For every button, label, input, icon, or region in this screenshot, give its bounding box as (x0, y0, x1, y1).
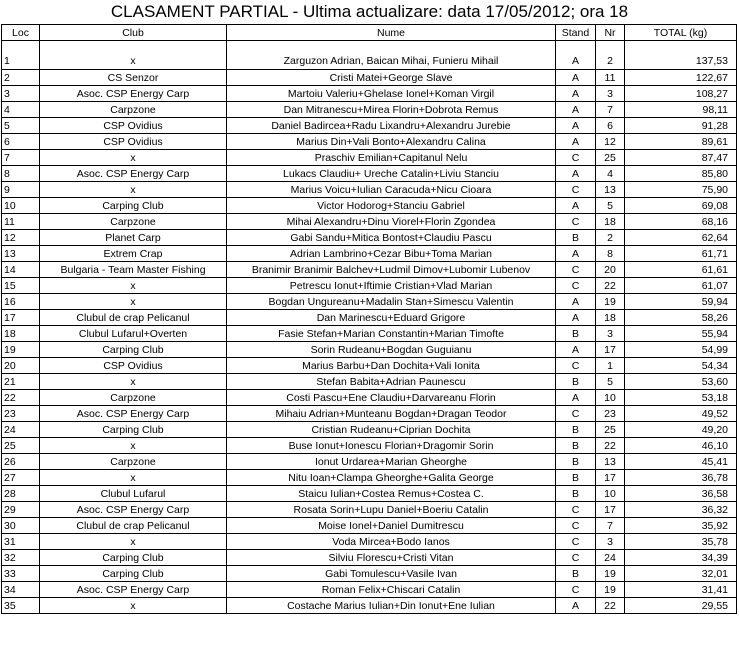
cell-nume: Rosata Sorin+Lupu Daniel+Boeriu Catalin (227, 502, 556, 518)
header-row (2, 25, 737, 41)
cell-nume: Ionut Urdarea+Marian Gheorghe (227, 454, 556, 470)
cell-nume: Gabi Tomulescu+Vasile Ivan (227, 566, 556, 582)
header-stand: Stand (556, 25, 596, 41)
cell-nr: 10 (596, 390, 625, 406)
table-row (2, 198, 737, 214)
table-body (2, 41, 737, 614)
cell-nr: 1 (596, 358, 625, 374)
ranking-table (1, 24, 737, 614)
cell-stand: C (556, 150, 596, 166)
cell-nume: Gabi Sandu+Mitica Bontost+Claudiu Pascu (227, 230, 556, 246)
cell-nr: 8 (596, 246, 625, 262)
cell-nr: 11 (596, 70, 625, 86)
cell-club: CSP Ovidius (40, 358, 227, 374)
cell-loc: 28 (2, 486, 40, 502)
cell-club: Clubul de crap Pelicanul (40, 310, 227, 326)
cell-loc: 12 (2, 230, 40, 246)
cell-nume: Martoiu Valeriu+Ghelase Ionel+Koman Virgil (227, 86, 556, 102)
table-row (2, 582, 737, 598)
cell-nume: Branimir Branimir Balchev+Ludmil Dimov+Lubomir Lubenov (227, 262, 556, 278)
cell-club: Asoc. CSP Energy Carp (40, 582, 227, 598)
cell-loc: 5 (2, 118, 40, 134)
cell-loc: 10 (2, 198, 40, 214)
cell-total: 45,41 (625, 454, 737, 470)
table-row (2, 390, 737, 406)
cell-nr: 3 (596, 326, 625, 342)
cell-stand: B (556, 230, 596, 246)
cell-loc: 17 (2, 310, 40, 326)
table-row (2, 534, 737, 550)
cell-club: CS Senzor (40, 70, 227, 86)
cell-club: Carping Club (40, 550, 227, 566)
cell-total: 55,94 (625, 326, 737, 342)
cell-stand: A (556, 118, 596, 134)
table-row (2, 246, 737, 262)
cell-loc: 8 (2, 166, 40, 182)
cell-total: 53,18 (625, 390, 737, 406)
cell-nr: 17 (596, 502, 625, 518)
table-row (2, 486, 737, 502)
cell-loc: 24 (2, 422, 40, 438)
cell-club: Asoc. CSP Energy Carp (40, 166, 227, 182)
table-row (2, 470, 737, 486)
cell-club: x (40, 278, 227, 294)
page-title: CLASAMENT PARTIAL - Ultima actualizare: data 17/05/2012; ora 18 (110, 2, 629, 21)
table-row (2, 438, 737, 454)
cell-club: Clubul de crap Pelicanul (40, 518, 227, 534)
cell-club: x (40, 294, 227, 310)
cell-nume: Zarguzon Adrian, Baican Mihai, Funieru Mihail (227, 41, 556, 70)
cell-club: CSP Ovidius (40, 134, 227, 150)
cell-nr: 23 (596, 406, 625, 422)
cell-total: 87,47 (625, 150, 737, 166)
cell-nr: 25 (596, 422, 625, 438)
cell-total: 54,99 (625, 342, 737, 358)
cell-total: 49,52 (625, 406, 737, 422)
cell-stand: A (556, 166, 596, 182)
table-row (2, 214, 737, 230)
cell-total: 61,61 (625, 262, 737, 278)
cell-nume: Lukacs Claudiu+ Ureche Catalin+Liviu Stanciu (227, 166, 556, 182)
cell-total: 34,39 (625, 550, 737, 566)
cell-nume: Sorin Rudeanu+Bogdan Guguianu (227, 342, 556, 358)
cell-loc: 4 (2, 102, 40, 118)
cell-stand: C (556, 534, 596, 550)
cell-nr: 3 (596, 534, 625, 550)
cell-total: 36,58 (625, 486, 737, 502)
cell-club: x (40, 374, 227, 390)
cell-nr: 5 (596, 198, 625, 214)
cell-nr: 18 (596, 310, 625, 326)
cell-club: Extrem Crap (40, 246, 227, 262)
cell-stand: A (556, 198, 596, 214)
cell-nume: Marius Voicu+Iulian Caracuda+Nicu Cioara (227, 182, 556, 198)
cell-nume: Silviu Florescu+Cristi Vitan (227, 550, 556, 566)
cell-loc: 21 (2, 374, 40, 390)
cell-nr: 19 (596, 566, 625, 582)
cell-nume: Stefan Babita+Adrian Paunescu (227, 374, 556, 390)
cell-stand: C (556, 518, 596, 534)
cell-club: Clubul Lufarul (40, 486, 227, 502)
cell-stand: A (556, 598, 596, 614)
table-row (2, 262, 737, 278)
header-nume: Nume (227, 25, 556, 41)
table-row (2, 326, 737, 342)
table-row (2, 166, 737, 182)
cell-loc: 30 (2, 518, 40, 534)
cell-loc: 18 (2, 326, 40, 342)
cell-stand: B (556, 486, 596, 502)
cell-nume: Mihaiu Adrian+Munteanu Bogdan+Dragan Teodor (227, 406, 556, 422)
cell-loc: 35 (2, 598, 40, 614)
table-row (2, 374, 737, 390)
cell-nume: Costache Marius Iulian+Din Ionut+Ene Iulian (227, 598, 556, 614)
cell-loc: 19 (2, 342, 40, 358)
cell-total: 89,61 (625, 134, 737, 150)
cell-nume: Marius Barbu+Dan Dochita+Vali Ionita (227, 358, 556, 374)
cell-nume: Buse Ionut+Ionescu Florian+Dragomir Sorin (227, 438, 556, 454)
cell-nr: 22 (596, 278, 625, 294)
cell-total: 35,78 (625, 534, 737, 550)
cell-stand: C (556, 406, 596, 422)
cell-stand: B (556, 470, 596, 486)
cell-club: Carpzone (40, 390, 227, 406)
table-row (2, 518, 737, 534)
cell-club: Carpzone (40, 102, 227, 118)
cell-nume: Costi Pascu+Ene Claudiu+Darvareanu Florin (227, 390, 556, 406)
table-row (2, 102, 737, 118)
cell-total: 36,32 (625, 502, 737, 518)
table-row (2, 566, 737, 582)
cell-club: Planet Carp (40, 230, 227, 246)
cell-nume: Petrescu Ionut+Iftimie Cristian+Vlad Marian (227, 278, 556, 294)
table-row (2, 454, 737, 470)
cell-nume: Nitu Ioan+Clampa Gheorghe+Galita George (227, 470, 556, 486)
cell-total: 137,53 (625, 41, 737, 70)
cell-club: Carping Club (40, 566, 227, 582)
cell-loc: 16 (2, 294, 40, 310)
cell-stand: C (556, 550, 596, 566)
cell-nr: 2 (596, 230, 625, 246)
cell-stand: B (556, 438, 596, 454)
cell-nr: 2 (596, 41, 625, 70)
cell-nume: Cristian Rudeanu+Ciprian Dochita (227, 422, 556, 438)
cell-loc: 1 (2, 41, 40, 70)
cell-club: x (40, 41, 227, 70)
cell-nr: 17 (596, 342, 625, 358)
cell-stand: A (556, 310, 596, 326)
cell-nume: Cristi Matei+George Slave (227, 70, 556, 86)
cell-total: 98,11 (625, 102, 737, 118)
table-row (2, 41, 737, 70)
cell-nume: Daniel Badircea+Radu Lixandru+Alexandru Jurebie (227, 118, 556, 134)
cell-nr: 7 (596, 518, 625, 534)
cell-stand: B (556, 326, 596, 342)
table-row (2, 502, 737, 518)
cell-total: 68,16 (625, 214, 737, 230)
cell-club: Asoc. CSP Energy Carp (40, 502, 227, 518)
cell-club: Asoc. CSP Energy Carp (40, 406, 227, 422)
cell-stand: A (556, 134, 596, 150)
cell-stand: C (556, 182, 596, 198)
cell-stand: A (556, 86, 596, 102)
cell-total: 49,20 (625, 422, 737, 438)
cell-total: 46,10 (625, 438, 737, 454)
cell-total: 122,67 (625, 70, 737, 86)
cell-total: 35,92 (625, 518, 737, 534)
cell-stand: C (556, 358, 596, 374)
cell-loc: 26 (2, 454, 40, 470)
cell-nume: Marius Din+Vali Bonto+Alexandru Calina (227, 134, 556, 150)
cell-nr: 20 (596, 262, 625, 278)
cell-loc: 3 (2, 86, 40, 102)
table-row (2, 230, 737, 246)
cell-nr: 13 (596, 454, 625, 470)
cell-stand: C (556, 278, 596, 294)
cell-nume: Victor Hodorog+Stanciu Gabriel (227, 198, 556, 214)
cell-total: 54,34 (625, 358, 737, 374)
cell-loc: 2 (2, 70, 40, 86)
cell-stand: A (556, 41, 596, 70)
cell-stand: C (556, 502, 596, 518)
cell-nume: Fasie Stefan+Marian Constantin+Marian Timofte (227, 326, 556, 342)
cell-nr: 13 (596, 182, 625, 198)
cell-total: 31,41 (625, 582, 737, 598)
cell-loc: 29 (2, 502, 40, 518)
cell-nr: 22 (596, 598, 625, 614)
cell-loc: 23 (2, 406, 40, 422)
cell-nr: 25 (596, 150, 625, 166)
cell-stand: A (556, 342, 596, 358)
cell-stand: A (556, 102, 596, 118)
cell-club: Asoc. CSP Energy Carp (40, 86, 227, 102)
cell-loc: 32 (2, 550, 40, 566)
header-club: Club (40, 25, 227, 41)
cell-stand: A (556, 294, 596, 310)
cell-total: 32,01 (625, 566, 737, 582)
cell-stand: C (556, 214, 596, 230)
table-row (2, 150, 737, 166)
cell-club: Carping Club (40, 198, 227, 214)
cell-club: Carping Club (40, 342, 227, 358)
cell-club: Carpzone (40, 214, 227, 230)
cell-club: Clubul Lufarul+Overten (40, 326, 227, 342)
cell-nume: Moise Ionel+Daniel Dumitrescu (227, 518, 556, 534)
cell-loc: 9 (2, 182, 40, 198)
cell-nr: 12 (596, 134, 625, 150)
cell-club: x (40, 438, 227, 454)
cell-total: 61,07 (625, 278, 737, 294)
cell-nr: 5 (596, 374, 625, 390)
cell-stand: C (556, 582, 596, 598)
cell-loc: 25 (2, 438, 40, 454)
cell-club: Carpzone (40, 454, 227, 470)
cell-nr: 10 (596, 486, 625, 502)
cell-stand: B (556, 566, 596, 582)
cell-nr: 4 (596, 166, 625, 182)
table-row (2, 182, 737, 198)
table-row (2, 406, 737, 422)
cell-stand: A (556, 246, 596, 262)
table-row (2, 310, 737, 326)
cell-nr: 19 (596, 294, 625, 310)
cell-loc: 27 (2, 470, 40, 486)
cell-club: Carping Club (40, 422, 227, 438)
cell-total: 91,28 (625, 118, 737, 134)
cell-nume: Praschiv Emilian+Capitanul Nelu (227, 150, 556, 166)
table-row (2, 422, 737, 438)
cell-stand: A (556, 70, 596, 86)
cell-total: 62,64 (625, 230, 737, 246)
cell-total: 108,27 (625, 86, 737, 102)
table-row (2, 70, 737, 86)
cell-total: 58,26 (625, 310, 737, 326)
cell-loc: 14 (2, 262, 40, 278)
cell-nr: 17 (596, 470, 625, 486)
cell-nr: 6 (596, 118, 625, 134)
cell-loc: 22 (2, 390, 40, 406)
table-row (2, 134, 737, 150)
cell-loc: 20 (2, 358, 40, 374)
cell-club: x (40, 470, 227, 486)
cell-total: 36,78 (625, 470, 737, 486)
table-row (2, 86, 737, 102)
header-loc: Loc (2, 25, 40, 41)
table-row (2, 342, 737, 358)
table-row (2, 118, 737, 134)
cell-stand: B (556, 374, 596, 390)
cell-loc: 6 (2, 134, 40, 150)
cell-total: 59,94 (625, 294, 737, 310)
cell-nume: Dan Mitranescu+Mirea Florin+Dobrota Remus (227, 102, 556, 118)
cell-club: CSP Ovidius (40, 118, 227, 134)
cell-nr: 24 (596, 550, 625, 566)
cell-loc: 11 (2, 214, 40, 230)
table-row (2, 294, 737, 310)
cell-nume: Staicu Iulian+Costea Remus+Costea C. (227, 486, 556, 502)
cell-total: 53,60 (625, 374, 737, 390)
cell-club: x (40, 150, 227, 166)
cell-stand: B (556, 454, 596, 470)
cell-club: x (40, 182, 227, 198)
header-total: TOTAL (kg) (625, 25, 737, 41)
cell-stand: A (556, 390, 596, 406)
header-nr: Nr (596, 25, 625, 41)
cell-nr: 19 (596, 582, 625, 598)
cell-loc: 33 (2, 566, 40, 582)
cell-total: 69,08 (625, 198, 737, 214)
table-row (2, 358, 737, 374)
cell-total: 75,90 (625, 182, 737, 198)
table-row (2, 598, 737, 614)
cell-total: 61,71 (625, 246, 737, 262)
cell-nume: Voda Mircea+Bodo Ianos (227, 534, 556, 550)
cell-loc: 31 (2, 534, 40, 550)
table-row (2, 550, 737, 566)
cell-club: x (40, 598, 227, 614)
cell-nume: Roman Felix+Chiscari Catalin (227, 582, 556, 598)
cell-nr: 3 (596, 86, 625, 102)
cell-nr: 18 (596, 214, 625, 230)
cell-nr: 22 (596, 438, 625, 454)
cell-nume: Dan Marinescu+Eduard Grigore (227, 310, 556, 326)
cell-club: x (40, 534, 227, 550)
cell-nume: Bogdan Ungureanu+Madalin Stan+Simescu Valentin (227, 294, 556, 310)
cell-stand: B (556, 422, 596, 438)
table-row (2, 278, 737, 294)
cell-nume: Adrian Lambrino+Cezar Bibu+Toma Marian (227, 246, 556, 262)
cell-nr: 7 (596, 102, 625, 118)
cell-loc: 13 (2, 246, 40, 262)
cell-nume: Mihai Alexandru+Dinu Viorel+Florin Zgondea (227, 214, 556, 230)
cell-total: 85,80 (625, 166, 737, 182)
cell-loc: 7 (2, 150, 40, 166)
cell-total: 29,55 (625, 598, 737, 614)
cell-loc: 15 (2, 278, 40, 294)
cell-club: Bulgaria - Team Master Fishing (40, 262, 227, 278)
cell-stand: C (556, 262, 596, 278)
cell-loc: 34 (2, 582, 40, 598)
